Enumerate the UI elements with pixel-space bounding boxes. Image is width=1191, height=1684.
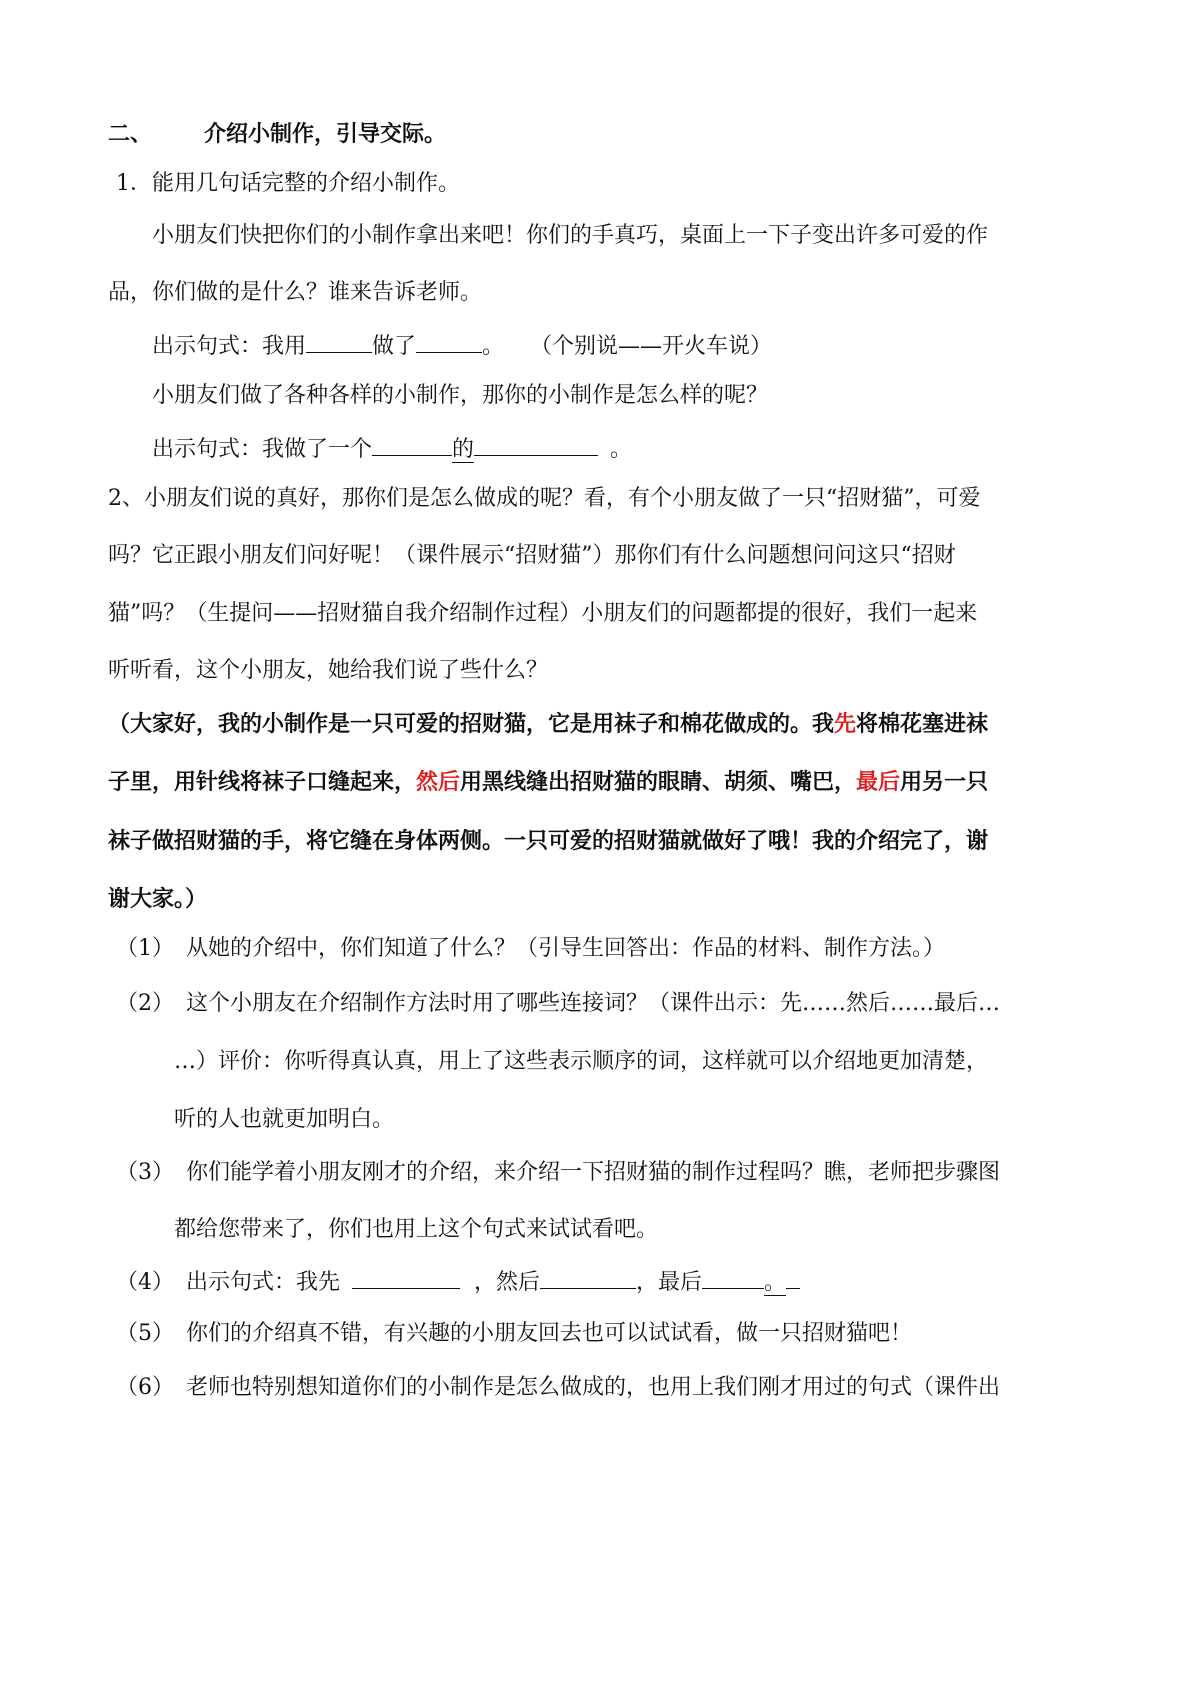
step-1 bbox=[116, 934, 945, 964]
section-heading bbox=[108, 119, 446, 149]
step-text: 这个小朋友在介绍制作方法时用了哪些连接词？（课件出示：先……然后……最后… bbox=[186, 991, 1001, 1016]
step-2 bbox=[116, 989, 1000, 1019]
item2-line1: 2、小朋友们说的真好，那你们是怎么做成的呢？看，有个小朋友做了一只“招财猫”，可爱 bbox=[108, 486, 981, 511]
item1-paragraph-line1: 小朋友们快把你们的小制作拿出来吧！你们的手真巧，桌面上一下子变出许多可爱的作 bbox=[152, 223, 989, 248]
pattern3-then: ，然后 bbox=[474, 1270, 541, 1295]
fill-blank bbox=[372, 433, 452, 456]
fill-blank bbox=[474, 433, 598, 456]
step-2-line2: …）评价：你听得真认真，用上了这些表示顺序的词，这样就可以介绍地更加清楚， bbox=[174, 1049, 989, 1074]
intro-line4: 谢大家。） bbox=[108, 886, 208, 912]
section-title: 介绍小制作，引导交际。 bbox=[204, 121, 447, 147]
fill-blank bbox=[702, 1266, 764, 1289]
item2-line3: 猫”吗？（生提问——招财猫自我介绍制作过程）小朋友们的问题都提的很好，我们一起来 bbox=[108, 601, 978, 626]
step-text: 从她的介绍中，你们知道了什么？（引导生回答出：作品的材料、制作方法。） bbox=[186, 936, 946, 961]
intro-text: 用黑线缝出招财猫的眼睛、胡须、嘴巴， bbox=[460, 769, 857, 795]
item2-line4: 听听看，这个小朋友，她给我们说了些什么？ bbox=[108, 658, 549, 683]
fill-blank bbox=[352, 1266, 460, 1289]
section-number: 二、 bbox=[108, 121, 153, 147]
intro-text: 将棉花塞进袜 bbox=[856, 711, 989, 737]
fill-blank bbox=[786, 1266, 800, 1289]
step-text: 你们能学着小朋友刚才的介绍，来介绍一下招财猫的制作过程吗？瞧，老师把步骤图 bbox=[186, 1160, 1001, 1185]
pattern1-mid: 做了 bbox=[372, 334, 417, 359]
step-3-line2: 都给您带来了，你们也用上这个句式来试试看吧。 bbox=[174, 1217, 659, 1242]
step-number: （4） bbox=[116, 1270, 174, 1295]
fill-blank bbox=[416, 330, 482, 353]
item1-question: 小朋友们做了各种各样的小制作，那你的小制作是怎么样的呢？ bbox=[152, 383, 769, 408]
intro-line2 bbox=[108, 767, 988, 797]
pattern3-last: ，最后 bbox=[636, 1270, 703, 1295]
fill-blank bbox=[540, 1266, 636, 1289]
pattern3-end: 。 bbox=[764, 1270, 787, 1295]
pattern2-line bbox=[152, 433, 632, 465]
intro-line1 bbox=[108, 709, 988, 739]
step-5 bbox=[116, 1319, 912, 1349]
fill-blank bbox=[306, 330, 372, 353]
item2-line2: 吗？它正跟小朋友们问好呢！（课件展示“招财猫”）那你们有什么问题想问问这只“招财 bbox=[108, 543, 956, 568]
intro-text: （大家好，我的小制作是一只可爱的招财猫，它是用袜子和棉花做成的。我 bbox=[108, 711, 835, 737]
step-4 bbox=[116, 1266, 800, 1298]
pattern1-end: 。 bbox=[482, 334, 505, 359]
pattern3-prefix: 出示句式：我先 bbox=[186, 1270, 341, 1295]
step-number: （1） bbox=[116, 936, 174, 961]
intro-text: 用另一只 bbox=[900, 769, 989, 795]
pattern1-note: （个别说——开火车说） bbox=[530, 334, 773, 359]
connector-word-then: 然后 bbox=[416, 769, 461, 795]
step-number: （5） bbox=[116, 1321, 174, 1346]
step-text: 老师也特别想知道你们的小制作是怎么做成的，也用上我们刚才用过的句式（课件出 bbox=[186, 1375, 1001, 1400]
intro-text: 子里，用针线将袜子口缝起来， bbox=[108, 769, 417, 795]
connector-word-first: 先 bbox=[834, 711, 857, 737]
item1-heading: 1．能用几句话完整的介绍小制作。 bbox=[116, 171, 460, 196]
step-3 bbox=[116, 1158, 1000, 1188]
step-2-line3: 听的人也就更加明白。 bbox=[174, 1107, 395, 1132]
step-text: 你们的介绍真不错，有兴趣的小朋友回去也可以试试看，做一只招财猫吧！ bbox=[186, 1321, 913, 1346]
step-number: （6） bbox=[116, 1375, 174, 1400]
pattern2-end: 。 bbox=[610, 437, 633, 462]
item1-paragraph-line2: 品，你们做的是什么？谁来告诉老师。 bbox=[108, 280, 483, 305]
step-number: （2） bbox=[116, 991, 174, 1016]
pattern2-de: 的 bbox=[452, 437, 475, 462]
pattern1-line bbox=[152, 330, 772, 362]
intro-line3: 袜子做招财猫的手，将它缝在身体两侧。一只可爱的招财猫就做好了哦！我的介绍完了，谢 bbox=[108, 828, 989, 854]
step-6 bbox=[116, 1373, 1000, 1403]
step-number: （3） bbox=[116, 1160, 174, 1185]
pattern1-prefix: 出示句式：我用 bbox=[152, 334, 307, 359]
connector-word-last: 最后 bbox=[856, 769, 901, 795]
pattern2-prefix: 出示句式：我做了一个 bbox=[152, 437, 373, 462]
